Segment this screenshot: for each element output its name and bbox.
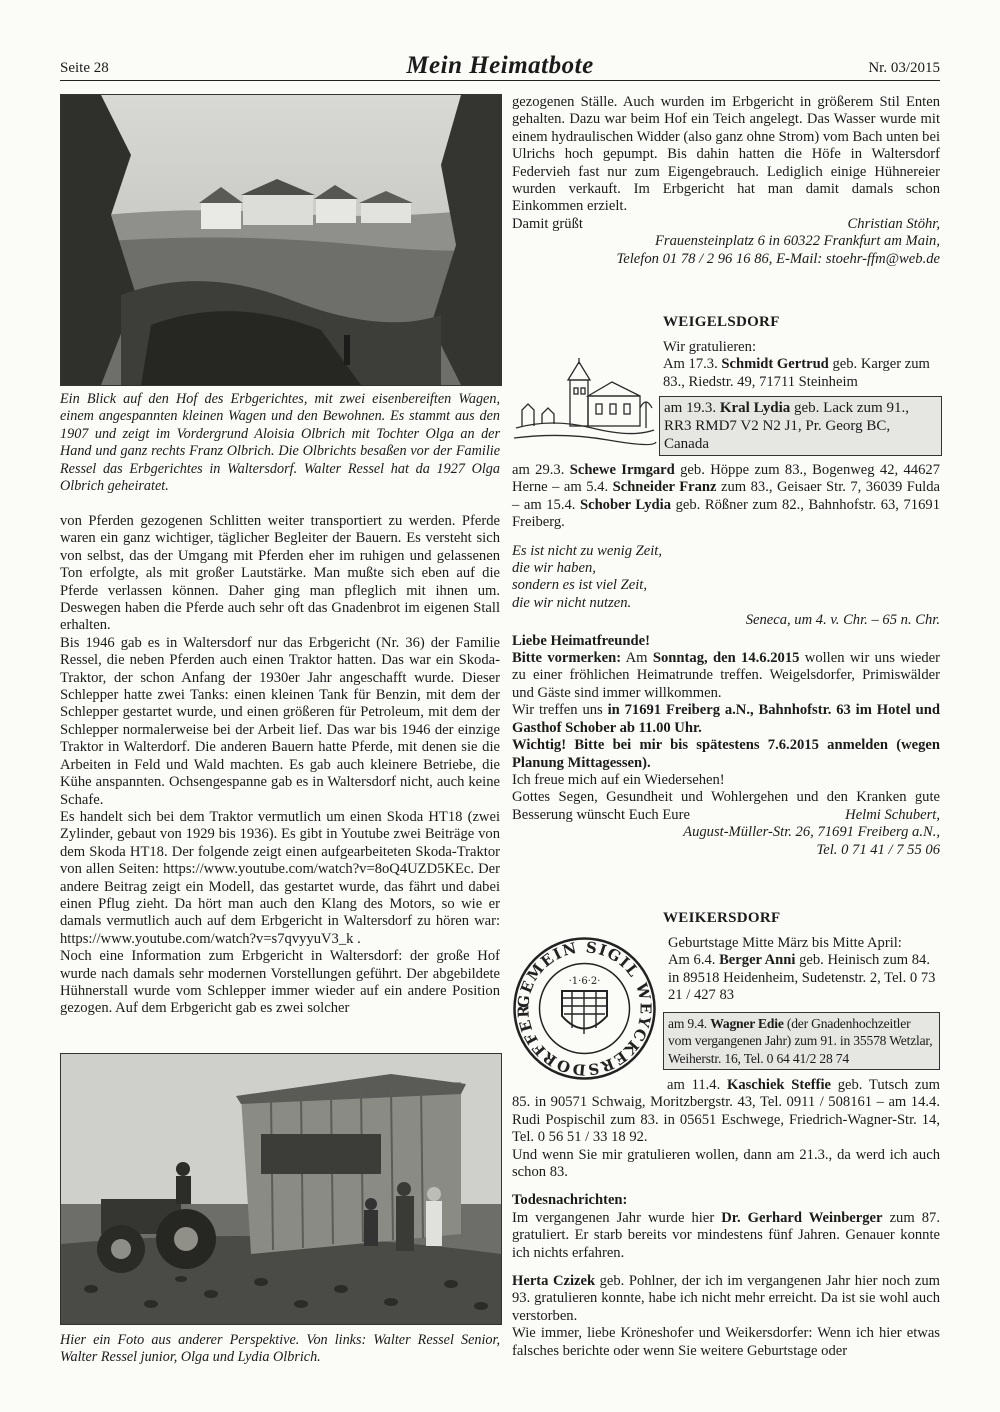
- author-contact: Telefon 01 78 / 2 96 16 86, E-Mail: stoehr-ffm@web.de: [616, 250, 940, 267]
- poem-line: die wir nicht nutzen.: [512, 594, 632, 611]
- signature-address: August-Müller-Str. 26, 71691 Freiberg a.N.,: [683, 824, 940, 841]
- left-column-text: [60, 513, 500, 1018]
- birthday-entry-highlighted: [663, 1012, 940, 1070]
- meeting-place: in 71691 Freiberg a.N., Bahnhofstr. 63 im Hotel und Gasthof Schober ab 11.00 Uhr.: [512, 702, 940, 736]
- poem-line: Es ist nicht zu wenig Zeit,: [512, 542, 662, 559]
- entry-name: Schewe Irmgard: [569, 462, 675, 478]
- entry-details: geb. Tutsch zum 85. in 90571 Schwaig, Moritzbergstr. 43, Tel. 0911 / 508161 – am 14.4. Rudi Pospischil zum 83. in 05651 Eschwege, Friedrich-Wagner-Str. 14, Tel. 0 56 51 / 33 18 92.: [512, 1077, 940, 1146]
- weikersdorf-birthdays-a: [668, 935, 940, 1005]
- weikersdorf-body: [512, 1077, 940, 1360]
- blessing: [512, 789, 940, 824]
- author-birthday: Und wenn Sie mir gratulieren wollen, dann am 21.3., da werd ich auch schon 83.: [512, 1146, 940, 1181]
- closing-paragraph: Wie immer, liebe Kröneshofer und Weikersdorfer: Wenn ich hier etwas falsches berichte oder wenn Sie weitere Geburtstage oder: [512, 1325, 940, 1359]
- issue-number: Nr. 03/2015: [868, 60, 940, 76]
- entry-details: geb. Karger zum 83., Riedstr. 49, 71711 Steinheim: [663, 356, 930, 390]
- entry-date: am 9.4.: [668, 1016, 711, 1031]
- photo-tractor: [60, 1053, 502, 1325]
- paragraph: gezogenen Ställe. Auch wurden im Erbgericht in größerem Stil Enten gehalten. Dazu war beim Hof ein Teich angelegt. Das Wasser wurde mit einem hydraulischen Widder (also ganz ohne Strom) vom Bach unten bei Ulrichs hoch gepumpt. Bis dahin hatten die Höfe in Waltersdorf Federvieh fast nur zum Eigengebrauch. Lediglich einige Hühnereier wurden verkauft. Im Erbgericht hat man damit damals schon Einkommen erzielt.: [512, 94, 940, 215]
- caption-tractor-photo: Hier ein Foto aus anderer Perspektive. Von links: Walter Ressel Senior, Walter Ressel junior, Olga und Lydia Olbrich.: [60, 1332, 500, 1366]
- entry-details: (der Gnadenhochzeitler vom vergangenen Jahr) zum 91. in 35578 Wetzlar, Weiherstr. 16, Tel. 0 64 41/2 28 74: [668, 1016, 933, 1066]
- photo-tractor-image: [61, 1054, 501, 1324]
- entry-details: geb. Lack zum 91., RR3 RMD7 V2 N2 J1, Pr. Georg BC, Canada: [664, 400, 909, 452]
- poem-line: sondern es ist viel Zeit,: [512, 577, 647, 594]
- author-name: Christian Stöhr,: [847, 215, 940, 232]
- entry-name: Berger Anni: [719, 952, 796, 969]
- notice-text: Am: [621, 650, 653, 667]
- section-title-weikersdorf: WEIKERSDORF: [663, 910, 781, 926]
- weigelsdorf-birthdays-a: [663, 339, 940, 391]
- notice-text: wollen wir uns wieder zu einer fröhlichen Heimatrunde treffen. Weigelsdorfer, Primiswälder und Gäste sind immer willkommen.: [512, 650, 940, 701]
- entry-details: geb. Rößner zum 82., Bahnhofstr. 63, 71691 Freiberg.: [512, 496, 940, 531]
- poem: [512, 543, 940, 613]
- poem-line: die wir haben,: [512, 560, 596, 577]
- greeting-text: Damit grüßt: [512, 215, 583, 232]
- obituary-text: Im vergangenen Jahr wurde hier: [512, 1209, 722, 1226]
- notice-text: Wir treffen uns: [512, 702, 608, 719]
- entry-date: am 11.4.: [667, 1077, 727, 1093]
- entry-date: am 19.3.: [664, 400, 720, 416]
- entry-date: Am 17.3.: [663, 356, 722, 373]
- author-address: Frauensteinplatz 6 in 60322 Frankfurt am Main,: [655, 233, 940, 250]
- notice-label: Bitte vormerken:: [512, 650, 622, 667]
- meeting-location: [512, 702, 940, 737]
- birthday-entry-highlighted: [659, 396, 942, 456]
- weigelsdorf-body: [512, 462, 940, 859]
- municipal-seal: [512, 936, 657, 1081]
- intro-text: Wir gratulieren:: [663, 339, 757, 355]
- entry-name: Schober Lydia: [579, 496, 672, 513]
- right-column-continuation: [512, 94, 940, 268]
- photo-farm-view: [60, 94, 502, 386]
- entry-details: geb. Höppe zum 83., Bogenweg 42, 44627 Herne – am 5.4.: [512, 462, 940, 496]
- salutation: Liebe Heimatfreunde!: [512, 632, 650, 649]
- caption-farm-photo: Ein Blick auf den Hof des Erbgerichtes, mit zwei eisenbereiften Wagen, einem angespannten kleinen Wagen und den Bewohnen. Es stammt aus den 1907 und zeigt im Vordergrund Aloisia Olbrich mit Tochter Olga an der Hand und ganz rechts Franz Olbrich. Die Olbrichts besaßen vor der Familie Ressel das Erbgerichtes in Waltersdorf. Walter Ressel hat da 1927 Olga Olbrich geheiratet.: [60, 391, 500, 495]
- entry-name: Schmidt Gertrud: [721, 356, 829, 373]
- birthday-entry: [668, 952, 940, 1004]
- paragraph: von Pferden gezogenen Schlitten weiter transportiert zu werden. Pferde waren ein ganz wichtiger, täglicher Begleiter der Bauern. Es versteht sich von selbst, das der Umgang mit Pferden eher im ruhigen und gelassenen Ton erfolgte, als mit großer Lautstärke. Man mußte sich eben auf die Pferde verlassen können. Daher ging man pfleglich mit ihnen um. Deswegen haben die Pferde auch sehr oft das Gnadenbrot im eigenen Stall erhalten.: [60, 513, 500, 634]
- obituary-title: Todesnachrichten:: [512, 1192, 628, 1209]
- obituary-name: Dr. Gerhard Weinberger: [721, 1209, 883, 1226]
- entry-name: Schneider Franz: [612, 479, 717, 496]
- obituary-text: zum 87. gratuliert. Er starb bereits vor mindestens fünf Jahren. Genauer konnte ich nichts erfahren.: [512, 1209, 940, 1261]
- entry-name: Kaschiek Steffie: [726, 1077, 831, 1093]
- meeting-notice: [512, 650, 940, 702]
- greeting: [512, 216, 940, 233]
- paragraph: Bis 1946 gab es in Waltersdorf nur das Erbgericht (Nr. 36) der Familie Ressel, die neben Pferden auch einen Traktor hatten. Das war ein Skoda-Traktor, der schon Anfang der 1930er Jahr angeschafft wurde. Dieser Schlepper hatte zwei Tanks: einen kleinen Tank für Benzin, mit dem der Schlepper gestartet wurde, und einen größeren für Petroleum, mit dem der Schlepper normalerweise bei der Arbeit lief. Das war bis 1946 der einzige Traktor in Walterdorf. Die anderen Bauern hatte Pferde, mit denen sie die Arbeiten in Feld und Wald machten. Es gab auch kleinere Betriebe, die Kühe anspannten. Ochsengespanne gab es in Waltersdorf nicht, auch keine Schafe.: [60, 634, 500, 808]
- page-number: Seite 28: [60, 60, 109, 76]
- signature-phone: Tel. 0 71 41 / 7 55 06: [816, 841, 940, 858]
- obituary-text: geb. Pohlner, der ich im vergangenen Jahr hier noch zum 93. gratulieren konnte, habe ich nicht mehr erreicht. Da ist sie wohl auch verstorben.: [512, 1273, 940, 1324]
- meeting-date: Sonntag, den 14.6.2015: [652, 650, 800, 667]
- page-header: [60, 52, 940, 81]
- intro-text: Geburtstage Mitte März bis Mitte April:: [668, 935, 902, 951]
- seal-icon: [512, 936, 657, 1081]
- birthday-entries: [512, 1077, 940, 1147]
- registration-notice: Wichtig! Bitte bei mir bis spätestens 7.6.2015 anmelden (wegen Planung Mittagessen).: [512, 737, 940, 771]
- entry-date: am 29.3.: [512, 462, 570, 478]
- entry-date: Am 6.4.: [668, 952, 720, 969]
- paragraph: Es handelt sich bei dem Traktor vermutlich um einen Skoda HT18 (zwei Zylinder, gebaut von 1929 bis 1936). Es gibt in Youtube zwei Beiträge von dem Skoda HT18. Der folgende zeigt einen aufgearbeiteten Skoda-Traktor von allen Seiten: https://www.youtube.com/watch?v=8oQ4UZD5KEc. Der andere Beitrag zeigt ein Modell, das gestartet wurde, das fährt und dabei einen Pflug zieht. Da hört man auch den Klang des Motors, so wie er damals vermutlich auch auf dem Erbgericht in Waltersdorf zu hören war: https://www.youtube.com/watch?v=s7qvyyuV3_k .: [60, 808, 500, 947]
- signature-name: Helmi Schubert,: [845, 806, 940, 823]
- entry-details: geb. Heinisch zum 84. in 89518 Heidenheim, Sudetenstr. 2, Tel. 0 73 21 / 427 83: [668, 952, 936, 1004]
- entry-name: Wagner Edie: [710, 1016, 784, 1031]
- obituary-name: Herta Czizek: [512, 1273, 596, 1290]
- poem-source: Seneca, um 4. v. Chr. – 65 n. Chr.: [745, 612, 940, 629]
- birthday-entries: [512, 462, 940, 532]
- obituary-entry: [512, 1210, 940, 1262]
- blessing-text: Gottes Segen, Gesundheit und Wohlergehen und den Kranken gute Besserung wünscht Euch Eure: [512, 789, 940, 823]
- entry-name: Kral Lydia: [719, 400, 791, 416]
- church-icon: [512, 358, 658, 448]
- paragraph: Noch eine Information zum Erbgericht in Waltersdorf: der große Hof wurde nach damals sehr modernen Vorstellungen geführt. Der abgebildete Hühnerstall wurde vom Schlepper immer wieder auf ein andere Position gezogen. Auf dem Erbgericht gab es zwei solcher: [60, 948, 500, 1017]
- birthday-entry: [663, 356, 940, 391]
- svg-text:·1·6·2·: ·1·6·2·: [568, 976, 601, 987]
- photo-farm-image: [61, 95, 501, 385]
- obituary-entry: [512, 1273, 940, 1325]
- masthead: Mein Heimatbote: [406, 52, 594, 79]
- section-title-weigelsdorf: WEIGELSDORF: [663, 314, 780, 330]
- church-illustration: [512, 358, 658, 448]
- entry-details: zum 83., Geisaer Str. 7, 36039 Fulda – am 15.4.: [512, 479, 941, 513]
- seal-text: GEMEIN SIGIL WEYCKERSDORFFER: [514, 938, 655, 1079]
- closing-line: Ich freue mich auf ein Wiedersehen!: [512, 771, 725, 788]
